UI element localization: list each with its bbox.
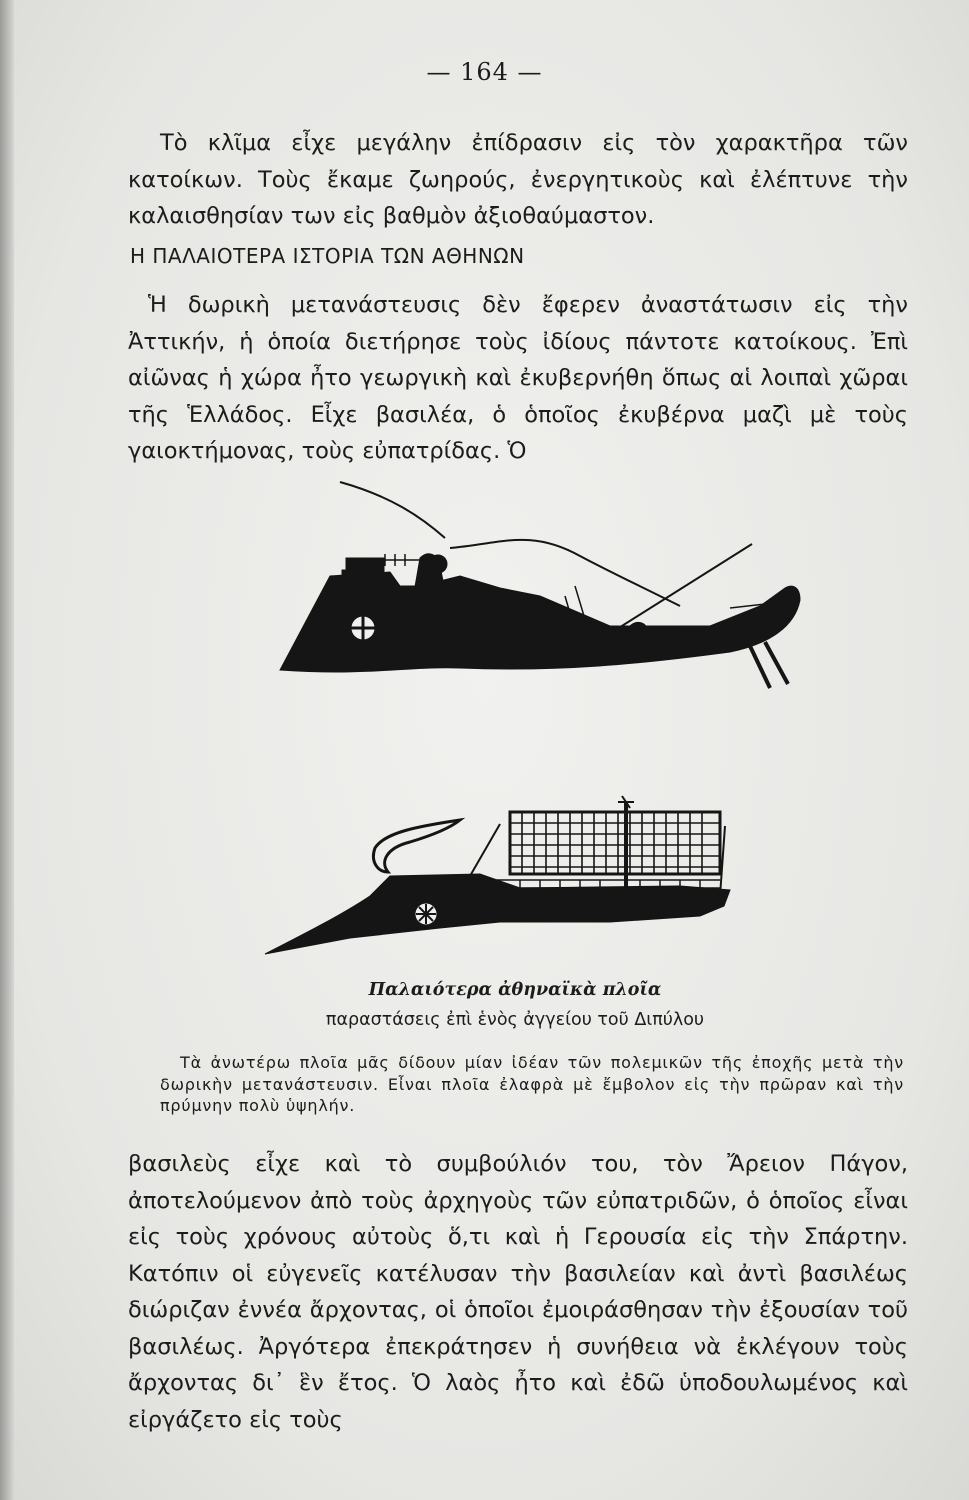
paragraph-dorian-migration: Ἡ δωρικὴ μετανάστευσις δὲν ἔφερεν ἀναστάτωσιν εἰς τὴν Ἀττικήν, ἡ ὁποία διετήρησε τοὺς ἰδίους πάντοτε κατοίκους. Ἐπὶ αἰῶνας ἡ χώρα ἦτο γεωργικὴ καὶ ἐκυβερνήθη ὅπως αἱ λοιπαὶ χῶραι τῆς Ἑλλάδος. Εἶχε βασιλέα, ὁ ὁποῖος ἐκυβέρνα μαζὶ μὲ τοὺς γαιοκτήμονας, τοὺς εὐπατρίδας. Ὁ (128, 292, 908, 464)
ancient-ships-illustration (260, 476, 820, 976)
section-heading: Η ΠΑΛΑΙΟΤΕΡΑ ΙΣΤΟΡΙΑ ΤΩΝ ΑΘΗΝΩΝ (130, 244, 525, 268)
page-edge-shadow (0, 0, 14, 1500)
lower-ship-drawing (265, 796, 730, 954)
figure-caption-subtitle: παραστάσεις ἐπὶ ἑνὸς ἀγγείου τοῦ Διπύλου (325, 1010, 705, 1030)
sail-grid (510, 812, 720, 874)
figure-caption-title: Παλαιότερα ἀθηναϊκὰ πλοῖα (368, 980, 662, 1000)
upper-ship-drawing (280, 482, 800, 688)
paragraph-areopagus: βασιλεὺς εἶχε καὶ τὸ συμβούλιόν του, τὸν Ἄρειον Πάγον, ἀποτελούμενον ἀπὸ τοὺς ἀρχηγοὺς τῶν εὐπατριδῶν, ὁ ὁποῖος εἶναι εἰς τοὺς χρόνους αὐτοὺς ὅ,τι καὶ ἡ Γερουσία εἰς τὴν Σπάρτην. Κατόπιν οἱ εὐγενεῖς κατέλυσαν τὴν βασιλείαν καὶ ἀντὶ βασιλέως διώριζαν ἐννέα ἄρχοντας, οἱ ὁποῖοι ἐμοιράσθησαν τὴν ἐξουσίαν τοῦ βασιλέως. Ἀργότερα ἐπεκράτησεν ἡ συνήθεια νὰ ἐκλέγουν τοὺς ἄρχοντας δι᾿ ἓν ἔτος. Ὁ λαὸς ἦτο καὶ ἐδῶ ὑποδουλωμένος καὶ εἰργάζετο εἰς τοὺς (128, 1151, 908, 1433)
figure-note: Τὰ ἀνωτέρω πλοῖα μᾶς δίδουν μίαν ἰδέαν τῶν πολεμικῶν τῆς ἐποχῆς μετὰ τὴν δωρικὴν μετανάστευσιν. Εἶναι πλοῖα ἐλαφρὰ μὲ ἔμβολον εἰς τὴν πρῶραν καὶ τὴν πρύμνην πολὺ ὑψηλήν. (160, 1053, 904, 1115)
paragraph-climate: Τὸ κλῖμα εἶχε μεγάλην ἐπίδρασιν εἰς τὸν χαρακτῆρα τῶν κατοίκων. Τοὺς ἔκαμε ζωηρούς, ἐνεργητικοὺς καὶ ἐλέπτυνε τὴν καλαισθησίαν των εἰς βαθμὸν ἀξιοθαύμαστον. (128, 130, 908, 229)
page-number: — 164 — (426, 58, 543, 86)
